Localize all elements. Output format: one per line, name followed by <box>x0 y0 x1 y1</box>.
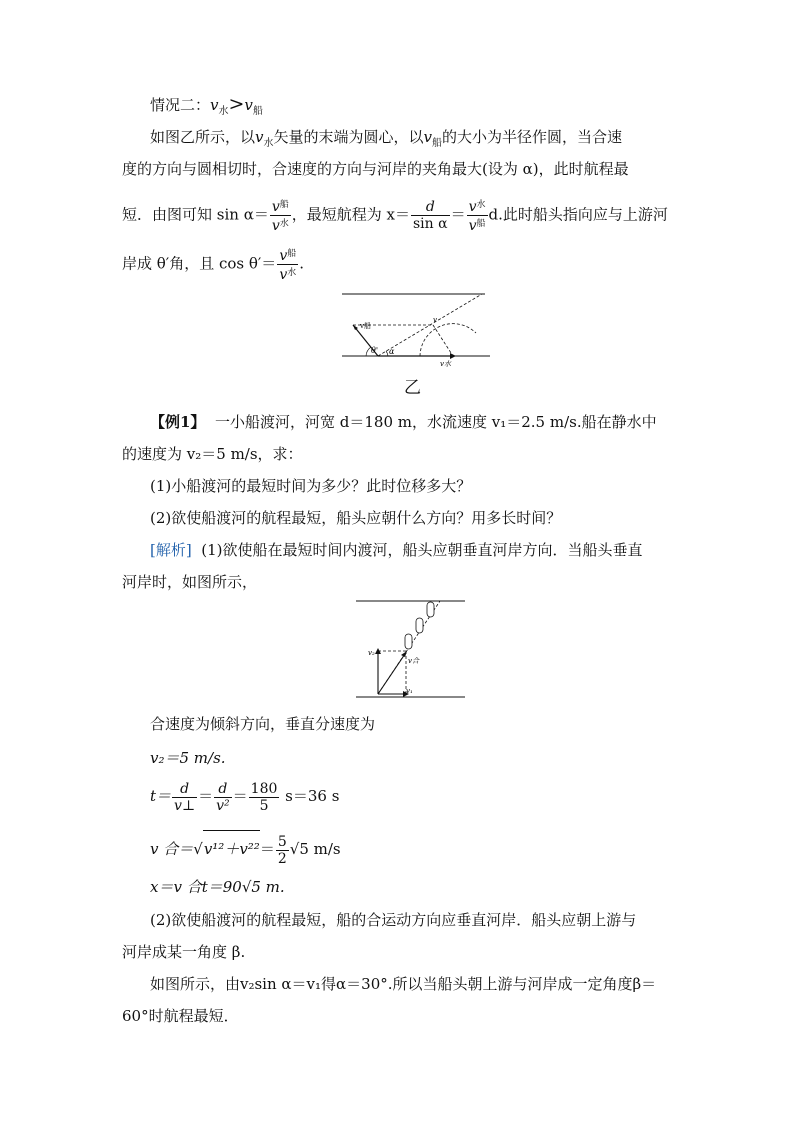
frac-d-sin <box>411 199 450 232</box>
para1-l4a: 岸成 θ′角，且 cos θ′＝ <box>122 254 277 273</box>
case-title-gt: > <box>228 93 245 115</box>
example-l1: 一小船渡河，河宽 d＝180 m，水流速度 v₁＝2.5 m/s.船在静水中 <box>214 413 657 431</box>
fig1-vwater-head <box>450 353 456 359</box>
para1-l3b: ，最短航程为 x＝ <box>291 205 410 224</box>
f4d: v <box>279 267 288 283</box>
f1d: v <box>271 218 280 234</box>
para1-l1a: 如图乙所示，以 <box>150 128 256 146</box>
solution-p2l2: 河岸成某一角度 β. <box>122 943 246 961</box>
fig2-label-vhe: v合 <box>408 657 419 665</box>
solution-line3: 合速度为倾斜方向，垂直分速度为 <box>150 715 376 733</box>
example-q2: (2)欲使船渡河的航程最短，船头应朝什么方向？用多长时间？ <box>150 509 562 527</box>
case-title-sub1: 水 <box>218 106 229 117</box>
eq-v: v 合＝√v¹²＋v²²＝ $\frac{5}{2}$ √5 m/s <box>150 830 341 867</box>
solution-line2: 河岸时，如图所示， <box>122 573 258 591</box>
frac-sin <box>270 197 291 234</box>
eq-x: x＝v 合t＝90√5 m. <box>150 878 285 896</box>
para1-line3 <box>122 197 668 234</box>
eq-t-f1d: v⊥ <box>174 797 196 814</box>
eq-t-eq: ＝ <box>198 787 214 805</box>
fig1-label-vboat: v船 <box>360 322 371 330</box>
eq-t <box>150 778 339 814</box>
eq-v-fd: 2 <box>277 850 287 867</box>
eq-v-fn: 5 <box>277 833 287 850</box>
fig2-vhe-arrow <box>378 654 405 694</box>
f1ds: 水 <box>279 219 289 229</box>
eq-v-left: v 合＝ <box>150 840 194 858</box>
eq-t-eq2: ＝ <box>232 787 248 805</box>
eq-v-eq: ＝ <box>259 840 275 858</box>
solution-p2l1: (2)欲使船渡河的航程最短，船的合运动方向应垂直河岸．船头应朝上游与 <box>150 911 637 929</box>
f3ns: 水 <box>476 200 486 210</box>
figure-yi <box>330 285 500 375</box>
figure-boats <box>350 593 470 703</box>
para1-l1c: 的大小为半径作圆，当合速 <box>442 128 623 146</box>
example-line2: 的速度为 v₂＝5 m/s，求： <box>122 445 303 463</box>
eq-t-f3n: 180 <box>250 780 278 797</box>
f3n: v <box>468 199 477 215</box>
eq-v-right: √5 m/s <box>289 840 341 858</box>
f4ds: 水 <box>287 268 297 278</box>
fig1-dash-r <box>433 325 453 356</box>
eq-t-frac1 <box>172 781 197 814</box>
fig1-label-theta: θ' <box>371 346 379 355</box>
f1n: v <box>271 199 280 215</box>
para1-line2: 度的方向与圆相切时，合速度的方向与河岸的夹角最大(设为 α)，此时航程最 <box>122 160 629 178</box>
fig1-alpha-arc <box>386 351 388 356</box>
eq-t-right: s＝36 s <box>280 787 340 805</box>
case-title-v1: v <box>210 96 219 114</box>
para1-l1b: 矢量的末端为圆心，以 <box>273 128 424 146</box>
eq-t-f2n: d <box>218 780 228 797</box>
f2n: d <box>425 199 435 215</box>
solution-p3l1: 如图所示，由v₂sin α＝v₁得α＝30°.所以当船头朝上游与河岸成一定角度β＝ <box>150 975 657 993</box>
case-title <box>150 94 263 122</box>
f3d: v <box>468 218 477 234</box>
example-q1: (1)小船渡河的最短时间为多少？此时位移多大？ <box>150 477 472 495</box>
example-tag: 【例1】 <box>150 413 206 431</box>
para1-l3a: 短．由图可知 sin α＝ <box>122 205 269 224</box>
case-title-sub2: 船 <box>252 106 263 117</box>
fig1-label-alpha: α <box>389 347 395 356</box>
f4n: v <box>279 248 288 264</box>
f4ns: 船 <box>287 249 297 259</box>
eq-t-left: t＝ <box>150 787 172 805</box>
frac-cos <box>277 246 298 283</box>
para1-l3c: ＝ <box>450 205 466 224</box>
fig2-boat-1 <box>405 634 412 649</box>
eq-t-f2d: v² <box>216 797 230 814</box>
case-title-v2: v <box>244 96 253 114</box>
solution-l1: (1)欲使船在最短时间内渡河，船头应朝垂直河岸方向．当船头垂直 <box>201 541 643 559</box>
para1-line1 <box>150 127 622 154</box>
fig2-boat-2 <box>416 618 423 633</box>
case-title-prefix: 情况二： <box>150 96 211 114</box>
solution-p3l2: 60°时航程最短． <box>122 1007 239 1025</box>
fig1-caption: 乙 <box>404 378 421 398</box>
fig1-vboat-head <box>353 325 358 330</box>
f1ns: 船 <box>279 200 289 210</box>
para1-l1v: v <box>255 128 264 146</box>
para1-l4b: . <box>299 254 305 273</box>
para1-l3d: d.此时船头指向应与上游河 <box>488 205 668 224</box>
eq-t-f1n: d <box>180 780 190 797</box>
frac-ratio <box>467 197 488 234</box>
solution-tag: [解析] <box>150 541 192 559</box>
para1-l1v2: v <box>423 128 432 146</box>
solution-line1 <box>150 540 643 560</box>
eq-t-f3d: 5 <box>249 797 280 814</box>
para1-l1s2: 船 <box>432 138 442 149</box>
eq-t-frac3 <box>249 781 280 814</box>
fig2-boat-3 <box>427 602 434 617</box>
para1-line4 <box>122 246 304 283</box>
para1-l1s: 水 <box>263 138 274 149</box>
eq-t-frac2 <box>214 781 232 814</box>
solution-line4: v₂＝5 m/s. <box>150 749 226 767</box>
fig1-arc <box>420 324 476 356</box>
eq-v-sqrt: v¹²＋v²² <box>203 830 260 867</box>
fig2-label-v2: v₂ <box>368 649 375 657</box>
fig2-label-v1: v₁ <box>406 687 413 695</box>
f3ds: 船 <box>476 219 486 229</box>
fig1-label-v: v <box>433 316 437 324</box>
fig1-label-vwater: v水 <box>440 360 451 368</box>
f2d: sin α <box>413 216 448 232</box>
eq-v-frac <box>276 834 289 867</box>
example-line1 <box>150 412 657 432</box>
